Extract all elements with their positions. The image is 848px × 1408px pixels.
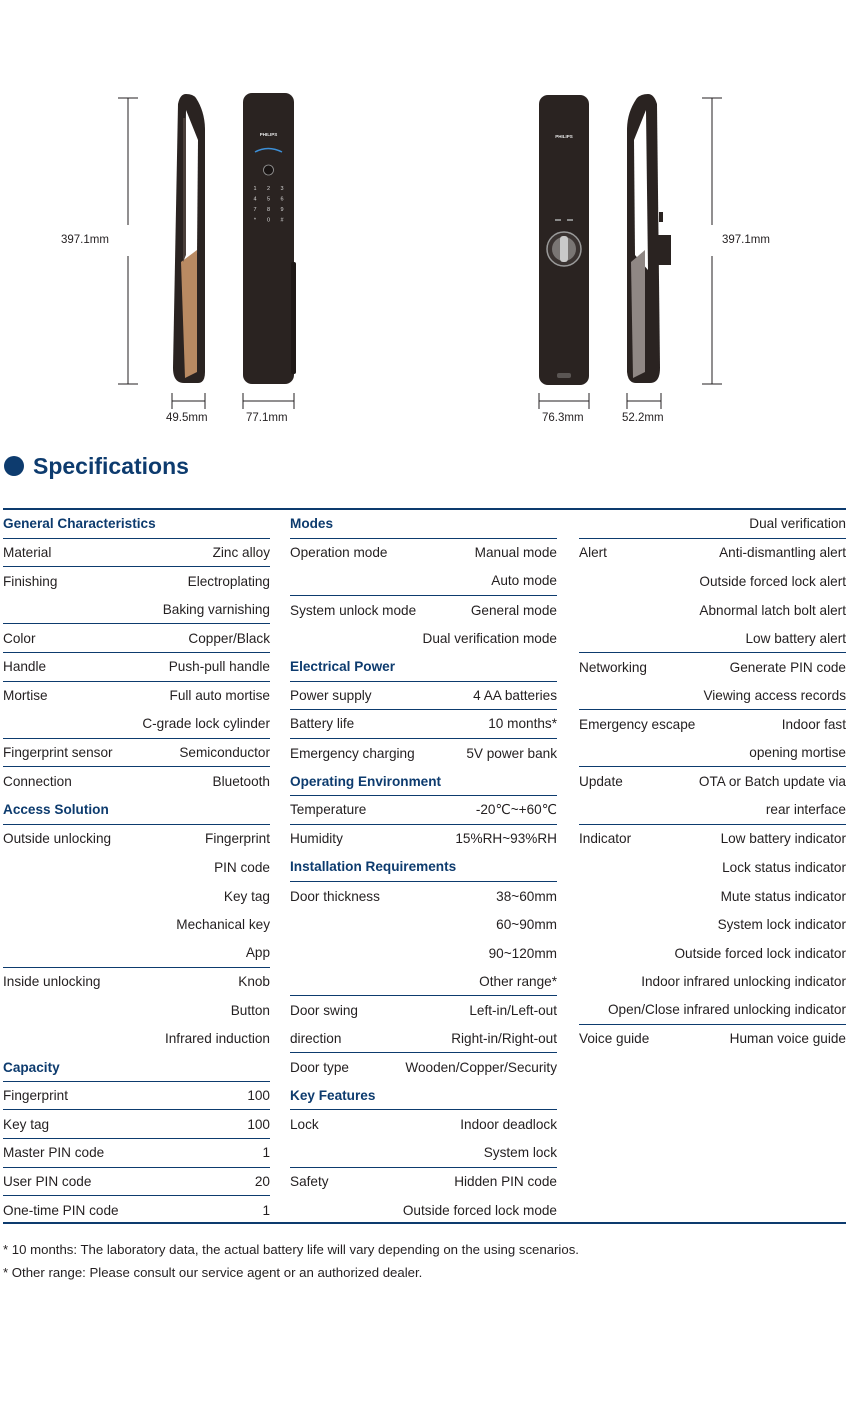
height-label-right: 397.1mm <box>722 234 770 246</box>
spec-value: Viewing access records <box>703 687 846 703</box>
spec-row <box>3 853 270 882</box>
spec-value: Mute status indicator <box>720 888 846 904</box>
spec-key: One-time PIN code <box>3 1203 119 1219</box>
keypad-key: 9 <box>280 207 284 213</box>
spec-value: Right-in/Right-out <box>451 1030 557 1046</box>
spec-row <box>3 1110 270 1139</box>
spec-value: 38~60mm <box>496 888 557 904</box>
spec-value: Key tag <box>223 888 270 904</box>
spec-value: Wooden/Copper/Security <box>405 1060 557 1076</box>
keypad-key: 8 <box>266 207 271 213</box>
spec-key: Lock <box>290 1117 319 1133</box>
spec-value: rear interface <box>765 802 846 818</box>
spec-section-header <box>3 1053 270 1082</box>
front-side-depth-label: 49.5mm <box>166 412 208 424</box>
section-title: Electrical Power <box>290 659 396 675</box>
height-dimension-right <box>702 98 722 384</box>
spec-value: System lock <box>483 1145 557 1161</box>
spec-value: Generate PIN code <box>729 659 846 675</box>
section-title: Operating Environment <box>290 773 442 789</box>
spec-value: 1 <box>262 1145 270 1161</box>
spec-value: Dual verification <box>749 516 846 532</box>
spec-row <box>3 968 270 997</box>
spec-value: 5V power bank <box>466 745 557 761</box>
brand-logo-back: PHILIPS <box>555 134 573 139</box>
spec-key: Color <box>3 630 36 646</box>
spec-row <box>579 624 846 653</box>
spec-value: General mode <box>470 602 557 618</box>
keypad-key: 5 <box>266 196 271 203</box>
spec-key: Humidity <box>290 831 343 847</box>
spec-column-2 <box>290 510 557 1225</box>
spec-key: Mortise <box>3 688 48 704</box>
spec-row <box>3 996 270 1025</box>
spec-key: Emergency charging <box>290 745 415 761</box>
spec-row <box>290 710 557 739</box>
spec-row <box>290 1025 557 1054</box>
keypad-key: 0 <box>266 217 271 224</box>
spec-key: direction <box>290 1030 342 1046</box>
spec-key: Door thickness <box>290 888 380 904</box>
spec-row <box>290 968 557 997</box>
spec-key: Update <box>579 774 623 790</box>
spec-column-3 <box>579 510 846 1053</box>
spec-value: Hidden PIN code <box>454 1174 557 1190</box>
spec-row <box>3 739 270 768</box>
spec-row <box>3 682 270 711</box>
spec-value: Mechanical key <box>176 917 270 933</box>
spec-key: Door swing <box>290 1002 358 1018</box>
spec-row <box>579 968 846 997</box>
spec-value: OTA or Batch update via <box>698 774 846 790</box>
lock-front-view <box>243 93 296 384</box>
spec-row <box>290 539 557 568</box>
spec-row <box>3 1139 270 1168</box>
section-title: Modes <box>290 516 334 532</box>
spec-value: Bluetooth <box>212 774 270 790</box>
keypad-key: 1 <box>253 186 257 192</box>
spec-value: Button <box>230 1002 270 1018</box>
spec-row <box>3 624 270 653</box>
spec-key: Voice guide <box>579 1031 650 1047</box>
spec-value: Outside forced lock mode <box>402 1203 557 1219</box>
spec-key: Alert <box>579 545 607 561</box>
spec-value: Manual mode <box>474 545 557 561</box>
spec-key: Operation mode <box>290 545 388 561</box>
spec-value: System lock indicator <box>717 917 846 933</box>
spec-row <box>579 710 846 739</box>
spec-value: 90~120mm <box>488 945 557 961</box>
spec-row <box>579 767 846 796</box>
spec-value: 20 <box>254 1173 270 1189</box>
spec-value: Indoor infrared unlocking indicator <box>641 974 846 990</box>
spec-row <box>579 853 846 882</box>
spec-row <box>290 1110 557 1139</box>
spec-value: Lock status indicator <box>722 859 846 875</box>
spec-key: Power supply <box>290 687 372 703</box>
front-width-label: 77.1mm <box>246 412 288 424</box>
spec-key: Emergency escape <box>579 716 696 732</box>
spec-key: Handle <box>3 659 47 675</box>
spec-row <box>579 825 846 854</box>
keypad-key: 6 <box>280 196 284 203</box>
spec-value: Human voice guide <box>729 1031 846 1047</box>
spec-value: 1 <box>262 1203 270 1219</box>
spec-key: User PIN code <box>3 1173 92 1189</box>
spec-section-header <box>3 510 270 539</box>
spec-row <box>579 910 846 939</box>
spec-row <box>3 539 270 568</box>
keypad-key: 4 <box>253 196 257 203</box>
spec-section-header <box>3 796 270 825</box>
spec-value: Dual verification mode <box>422 631 557 647</box>
spec-section-header <box>290 1082 557 1111</box>
spec-value: -20℃~+60℃ <box>475 801 557 817</box>
spec-row <box>290 882 557 911</box>
spec-value: Semiconductor <box>179 745 270 761</box>
spec-section-header <box>290 767 557 796</box>
spec-value: 100 <box>247 1116 270 1132</box>
spec-value: Infrared induction <box>164 1031 270 1047</box>
spec-key: Safety <box>290 1174 329 1190</box>
spec-row <box>290 596 557 625</box>
spec-value: 10 months* <box>488 716 557 732</box>
spec-value: Outside forced lock alert <box>699 573 846 589</box>
spec-key: Networking <box>579 659 647 675</box>
spec-row <box>579 796 846 825</box>
spec-value: Open/Close infrared unlocking indicator <box>607 1002 846 1018</box>
section-title: General Characteristics <box>3 516 156 532</box>
spec-value: 100 <box>247 1088 270 1104</box>
lock-side-view-front <box>173 94 205 383</box>
height-label-left: 397.1mm <box>61 234 109 246</box>
spec-value: Abnormal latch bolt alert <box>699 602 846 618</box>
spec-value: Anti-dismantling alert <box>719 545 846 561</box>
spec-row <box>3 1168 270 1197</box>
spec-value: App <box>245 945 270 961</box>
spec-row <box>579 539 846 568</box>
spec-key: Fingerprint <box>3 1088 68 1104</box>
spec-column-1 <box>3 510 270 1225</box>
spec-row <box>3 567 270 596</box>
spec-value: opening mortise <box>749 745 846 761</box>
spec-value: Knob <box>238 974 270 990</box>
spec-value: Low battery indicator <box>720 831 846 847</box>
spec-value: Indoor deadlock <box>460 1117 557 1133</box>
spec-row <box>579 739 846 768</box>
section-title: Capacity <box>3 1059 60 1075</box>
specifications-table <box>3 508 846 1224</box>
spec-row <box>290 567 557 596</box>
keypad-key: 2 <box>266 186 271 192</box>
footnote-battery: * 10 months: The laboratory data, the actual battery life will vary depending on the using scenarios. <box>3 1242 579 1257</box>
spec-row <box>3 1025 270 1054</box>
spec-key: Inside unlocking <box>3 974 101 990</box>
spec-key: Door type <box>290 1060 349 1076</box>
keypad-key: * <box>253 217 257 224</box>
spec-value: Electroplating <box>187 573 270 589</box>
keypad-key: # <box>280 217 284 224</box>
spec-row <box>3 882 270 911</box>
spec-value: Zinc alloy <box>212 544 270 560</box>
spec-value: Baking varnishing <box>162 602 270 618</box>
keypad-key: 7 <box>253 207 257 213</box>
spec-row <box>3 710 270 739</box>
spec-key: Outside unlocking <box>3 831 112 847</box>
spec-value: 4 AA batteries <box>473 687 557 703</box>
spec-key: Battery life <box>290 716 355 732</box>
product-dimension-figure <box>0 0 848 440</box>
spec-key: Temperature <box>290 802 367 818</box>
spec-row <box>290 996 557 1025</box>
spec-row <box>579 996 846 1025</box>
lock-back-view <box>539 95 589 385</box>
spec-value: Indoor fast <box>781 716 846 732</box>
width-dimensions-right <box>539 393 661 409</box>
spec-row <box>3 1082 270 1111</box>
back-width-label: 76.3mm <box>542 412 584 424</box>
spec-key: Connection <box>3 774 72 790</box>
keypad-key: 3 <box>280 186 284 192</box>
spec-row <box>579 1025 846 1054</box>
spec-row <box>3 910 270 939</box>
spec-value: Other range* <box>479 973 557 989</box>
spec-row <box>579 653 846 682</box>
lock-drawings <box>0 0 848 440</box>
spec-section-header <box>290 510 557 539</box>
spec-value: Auto mode <box>491 573 557 589</box>
width-dimensions-left <box>172 393 294 409</box>
bullet-dot-icon <box>4 456 24 476</box>
spec-row <box>3 1196 270 1225</box>
spec-section-header <box>290 853 557 882</box>
spec-value: 60~90mm <box>496 917 557 933</box>
spec-key: Key tag <box>3 1116 50 1132</box>
spec-row <box>290 1168 557 1197</box>
spec-value: 15%RH~93%RH <box>455 831 557 847</box>
height-dimension-left <box>118 98 138 384</box>
spec-row <box>290 939 557 968</box>
lock-side-view-back <box>627 94 671 383</box>
spec-value: Left-in/Left-out <box>469 1002 557 1018</box>
spec-value: Outside forced lock indicator <box>674 945 846 961</box>
section-title: Installation Requirements <box>290 859 457 875</box>
spec-key: Material <box>3 544 52 560</box>
specifications-heading <box>4 448 189 484</box>
spec-value: C-grade lock cylinder <box>142 716 270 732</box>
spec-row <box>290 1139 557 1168</box>
page-title: Specifications <box>33 452 189 479</box>
spec-row <box>579 510 846 539</box>
spec-row <box>579 939 846 968</box>
spec-row <box>579 596 846 625</box>
section-title: Access Solution <box>3 802 109 818</box>
footnotes <box>3 1238 579 1284</box>
spec-value: Push-pull handle <box>168 659 270 675</box>
back-side-depth-label: 52.2mm <box>622 412 664 424</box>
spec-row <box>290 682 557 711</box>
spec-row <box>3 596 270 625</box>
footnote-other-range: * Other range: Please consult our service agent or an authorized dealer. <box>3 1265 423 1280</box>
spec-row <box>290 1196 557 1225</box>
spec-value: PIN code <box>214 859 270 875</box>
spec-key: Fingerprint sensor <box>3 745 113 761</box>
brand-logo: PHILIPS <box>259 132 278 137</box>
spec-section-header <box>290 653 557 682</box>
spec-row <box>579 882 846 911</box>
spec-row <box>3 939 270 968</box>
spec-key: System unlock mode <box>290 602 417 618</box>
spec-value: Full auto mortise <box>169 688 270 704</box>
spec-value: Copper/Black <box>188 630 270 646</box>
spec-value: Fingerprint <box>205 831 270 847</box>
spec-row <box>290 796 557 825</box>
spec-row <box>3 767 270 796</box>
spec-key: Finishing <box>3 573 58 589</box>
spec-key: Master PIN code <box>3 1145 105 1161</box>
spec-row <box>290 739 557 768</box>
spec-row <box>579 682 846 711</box>
spec-row <box>290 910 557 939</box>
spec-row <box>579 567 846 596</box>
spec-row <box>290 624 557 653</box>
section-title: Key Features <box>290 1088 376 1104</box>
spec-key: Indicator <box>579 831 632 847</box>
spec-row <box>3 825 270 854</box>
spec-value: Low battery alert <box>745 630 846 646</box>
spec-row <box>290 825 557 854</box>
spec-row <box>3 653 270 682</box>
spec-row <box>290 1053 557 1082</box>
